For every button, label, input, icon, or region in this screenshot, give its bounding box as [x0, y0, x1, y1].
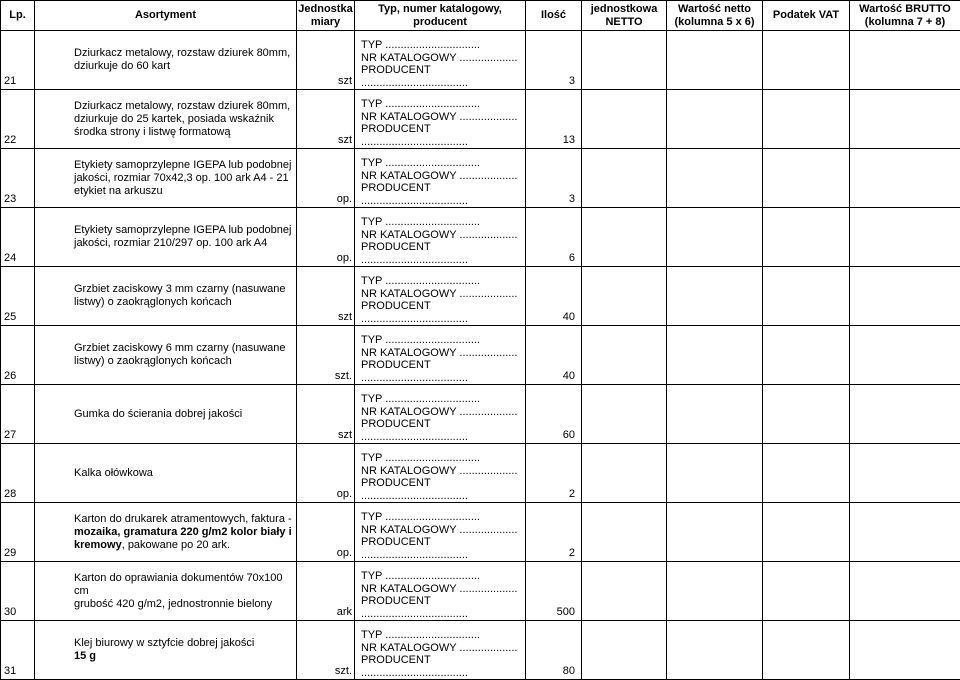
net-value-cell — [667, 90, 763, 149]
producer-line: PRODUCENT — [361, 300, 525, 313]
description-line: 15 g — [74, 650, 292, 663]
unit-price-cell — [582, 267, 667, 326]
catalog-info — [355, 444, 526, 503]
description-line: listwy) o zaokrąglonych końcach — [74, 355, 292, 368]
vat-cell — [763, 267, 850, 326]
unit-price-cell — [582, 621, 667, 680]
typ-line: TYP ............................... — [361, 157, 525, 170]
quantity: 80 — [526, 621, 582, 680]
typ-line: TYP ............................... — [361, 452, 525, 465]
header-row — [1, 1, 960, 31]
header-ilosc: Ilość — [526, 1, 582, 31]
description-line: etykiet na arkuszu — [74, 185, 292, 198]
typ-line: TYP ............................... — [361, 570, 525, 583]
unit-price-cell — [582, 385, 667, 444]
item-description — [35, 267, 297, 326]
unit-of-measure: szt — [297, 31, 355, 90]
row-number: 30 — [1, 562, 35, 621]
producer-line: PRODUCENT — [361, 418, 525, 431]
unit-of-measure: op. — [297, 503, 355, 562]
catalog-info — [355, 621, 526, 680]
vat-cell — [763, 149, 850, 208]
typ-line: TYP ............................... — [361, 216, 525, 229]
table-row — [1, 31, 960, 90]
description-line: Grzbiet zaciskowy 3 mm czarny (nasuwane — [74, 283, 292, 296]
row-number: 31 — [1, 621, 35, 680]
vat-cell — [763, 621, 850, 680]
producer-line: PRODUCENT — [361, 654, 525, 667]
gross-value-cell — [850, 444, 960, 503]
vat-cell — [763, 208, 850, 267]
producer-line: PRODUCENT — [361, 477, 525, 490]
description-line — [74, 539, 292, 552]
unit-of-measure: op. — [297, 444, 355, 503]
catalog-info — [355, 149, 526, 208]
description-line: środka strony i listwę formatową — [74, 126, 292, 139]
unit-of-measure: szt. — [297, 621, 355, 680]
description-line: Grzbiet zaciskowy 6 mm czarny (nasuwane — [74, 342, 292, 355]
net-value-cell — [667, 208, 763, 267]
dots-line: ................................... — [361, 372, 525, 385]
catalog-number-line: NR KATALOGOWY ................... — [361, 229, 525, 242]
item-description — [35, 444, 297, 503]
typ-line: TYP ............................... — [361, 629, 525, 642]
table-row — [1, 562, 960, 621]
table-row — [1, 385, 960, 444]
catalog-info — [355, 90, 526, 149]
gross-value-cell — [850, 621, 960, 680]
dots-line: ................................... — [361, 195, 525, 208]
net-value-cell — [667, 621, 763, 680]
description-line: Etykiety samoprzylepne IGEPA lub podobnej — [74, 159, 292, 172]
dots-line: ................................... — [361, 549, 525, 562]
description-line: dziurkuje do 60 kart — [74, 60, 292, 73]
quantity: 3 — [526, 31, 582, 90]
catalog-number-line: NR KATALOGOWY ................... — [361, 465, 525, 478]
unit-of-measure: szt — [297, 385, 355, 444]
net-value-cell — [667, 149, 763, 208]
producer-line: PRODUCENT — [361, 182, 525, 195]
quantity: 2 — [526, 503, 582, 562]
typ-line: TYP ............................... — [361, 334, 525, 347]
catalog-number-line: NR KATALOGOWY ................... — [361, 406, 525, 419]
catalog-number-line: NR KATALOGOWY ................... — [361, 583, 525, 596]
row-number: 29 — [1, 503, 35, 562]
gross-value-cell — [850, 90, 960, 149]
header-jednostka: Jednostka miary — [297, 1, 355, 31]
gross-value-cell — [850, 149, 960, 208]
table-row — [1, 90, 960, 149]
unit-price-cell — [582, 444, 667, 503]
net-value-cell — [667, 267, 763, 326]
gross-value-cell — [850, 562, 960, 621]
gross-value-cell — [850, 31, 960, 90]
gross-value-cell — [850, 267, 960, 326]
typ-line: TYP ............................... — [361, 511, 525, 524]
row-number: 21 — [1, 31, 35, 90]
description-bold: kremowy — [74, 539, 122, 551]
quantity: 40 — [526, 326, 582, 385]
net-value-cell — [667, 444, 763, 503]
unit-price-cell — [582, 90, 667, 149]
dots-line: ................................... — [361, 136, 525, 149]
vat-cell — [763, 326, 850, 385]
dots-line: ................................... — [361, 254, 525, 267]
unit-price-cell — [582, 208, 667, 267]
unit-of-measure: op. — [297, 208, 355, 267]
header-asortyment: Asortyment — [35, 1, 297, 31]
table-row — [1, 267, 960, 326]
dots-line: ................................... — [361, 313, 525, 326]
catalog-number-line: NR KATALOGOWY ................... — [361, 642, 525, 655]
gross-value-cell — [850, 385, 960, 444]
vat-cell — [763, 503, 850, 562]
row-number: 28 — [1, 444, 35, 503]
quantity: 40 — [526, 267, 582, 326]
header-netto: Wartość netto (kolumna 5 x 6) — [667, 1, 763, 31]
typ-line: TYP ............................... — [361, 39, 525, 52]
producer-line: PRODUCENT — [361, 536, 525, 549]
description-line: Karton do drukarek atramentowych, faktura - — [74, 513, 292, 526]
catalog-number-line: NR KATALOGOWY ................... — [361, 524, 525, 537]
gross-value-cell — [850, 208, 960, 267]
catalog-info — [355, 503, 526, 562]
vat-cell — [763, 444, 850, 503]
item-description — [35, 503, 297, 562]
quantity: 60 — [526, 385, 582, 444]
unit-price-cell — [582, 562, 667, 621]
item-description — [35, 385, 297, 444]
description-line: jakości, rozmiar 70x42,3 op. 100 ark A4 - 21 — [74, 172, 292, 185]
quantity: 3 — [526, 149, 582, 208]
unit-of-measure: szt — [297, 267, 355, 326]
vat-cell — [763, 90, 850, 149]
catalog-info — [355, 267, 526, 326]
item-description — [35, 562, 297, 621]
unit-price-cell — [582, 31, 667, 90]
description-tail: , pakowane po 20 ark. — [122, 539, 230, 551]
table-row — [1, 326, 960, 385]
table-row — [1, 149, 960, 208]
producer-line: PRODUCENT — [361, 359, 525, 372]
dots-line: ................................... — [361, 431, 525, 444]
net-value-cell — [667, 562, 763, 621]
table-row — [1, 621, 960, 680]
row-number: 26 — [1, 326, 35, 385]
net-value-cell — [667, 385, 763, 444]
catalog-number-line: NR KATALOGOWY ................... — [361, 52, 525, 65]
dots-line: ................................... — [361, 77, 525, 90]
description-line: Klej biurowy w sztyfcie dobrej jakości — [74, 637, 292, 650]
item-description — [35, 208, 297, 267]
producer-line: PRODUCENT — [361, 123, 525, 136]
row-number: 24 — [1, 208, 35, 267]
header-vat: Podatek VAT — [763, 1, 850, 31]
table-row — [1, 444, 960, 503]
row-number: 22 — [1, 90, 35, 149]
quantity: 2 — [526, 444, 582, 503]
catalog-number-line: NR KATALOGOWY ................... — [361, 288, 525, 301]
net-value-cell — [667, 31, 763, 90]
item-description — [35, 149, 297, 208]
vat-cell — [763, 31, 850, 90]
unit-of-measure: szt — [297, 90, 355, 149]
header-cena: jednostkowa NETTO — [582, 1, 667, 31]
producer-line: PRODUCENT — [361, 241, 525, 254]
dots-line: ................................... — [361, 667, 525, 680]
gross-value-cell — [850, 503, 960, 562]
row-number: 23 — [1, 149, 35, 208]
typ-line: TYP ............................... — [361, 275, 525, 288]
row-number: 25 — [1, 267, 35, 326]
description-line: Etykiety samoprzylepne IGEPA lub podobnej — [74, 224, 292, 237]
item-description — [35, 326, 297, 385]
header-brutto: Wartość BRUTTO (kolumna 7 + 8) — [850, 1, 960, 31]
net-value-cell — [667, 326, 763, 385]
description-line: Gumka do ścierania dobrej jakości — [74, 408, 292, 421]
description-line: jakości, rozmiar 210/297 op. 100 ark A4 — [74, 237, 292, 250]
catalog-info — [355, 385, 526, 444]
description-line: Dziurkacz metalowy, rozstaw dziurek 80mm, — [74, 100, 292, 113]
catalog-info — [355, 31, 526, 90]
item-description — [35, 621, 297, 680]
description-line: Dziurkacz metalowy, rozstaw dziurek 80mm, — [74, 47, 292, 60]
quantity: 6 — [526, 208, 582, 267]
unit-price-cell — [582, 326, 667, 385]
producer-line: PRODUCENT — [361, 64, 525, 77]
producer-line: PRODUCENT — [361, 595, 525, 608]
catalog-number-line: NR KATALOGOWY ................... — [361, 111, 525, 124]
catalog-number-line: NR KATALOGOWY ................... — [361, 347, 525, 360]
unit-of-measure: szt. — [297, 326, 355, 385]
net-value-cell — [667, 503, 763, 562]
catalog-info — [355, 326, 526, 385]
description-line: Karton do oprawiania dokumentów 70x100 cm — [74, 572, 292, 598]
table-row — [1, 208, 960, 267]
typ-line: TYP ............................... — [361, 393, 525, 406]
header-typ: Typ, numer katalogowy, producent — [355, 1, 526, 31]
quantity: 13 — [526, 90, 582, 149]
vat-cell — [763, 385, 850, 444]
typ-line: TYP ............................... — [361, 98, 525, 111]
description-line: Kalka ołówkowa — [74, 467, 292, 480]
dots-line: ................................... — [361, 608, 525, 621]
table-row — [1, 503, 960, 562]
unit-price-cell — [582, 503, 667, 562]
description-line: grubość 420 g/m2, jednostronnie bielony — [74, 598, 292, 611]
item-description — [35, 31, 297, 90]
gross-value-cell — [850, 326, 960, 385]
row-number: 27 — [1, 385, 35, 444]
dots-line: ................................... — [361, 490, 525, 503]
unit-of-measure: ark — [297, 562, 355, 621]
catalog-number-line: NR KATALOGOWY ................... — [361, 170, 525, 183]
header-lp: Lp. — [1, 1, 35, 31]
catalog-info — [355, 562, 526, 621]
item-description — [35, 90, 297, 149]
vat-cell — [763, 562, 850, 621]
unit-of-measure: op. — [297, 149, 355, 208]
description-line: dziurkuje do 25 kartek, posiada wskaźnik — [74, 113, 292, 126]
description-line: mozaika, gramatura 220 g/m2 kolor biały i — [74, 526, 292, 539]
description-line: listwy) o zaokrąglonych końcach — [74, 296, 292, 309]
quantity: 500 — [526, 562, 582, 621]
unit-price-cell — [582, 149, 667, 208]
catalog-info — [355, 208, 526, 267]
